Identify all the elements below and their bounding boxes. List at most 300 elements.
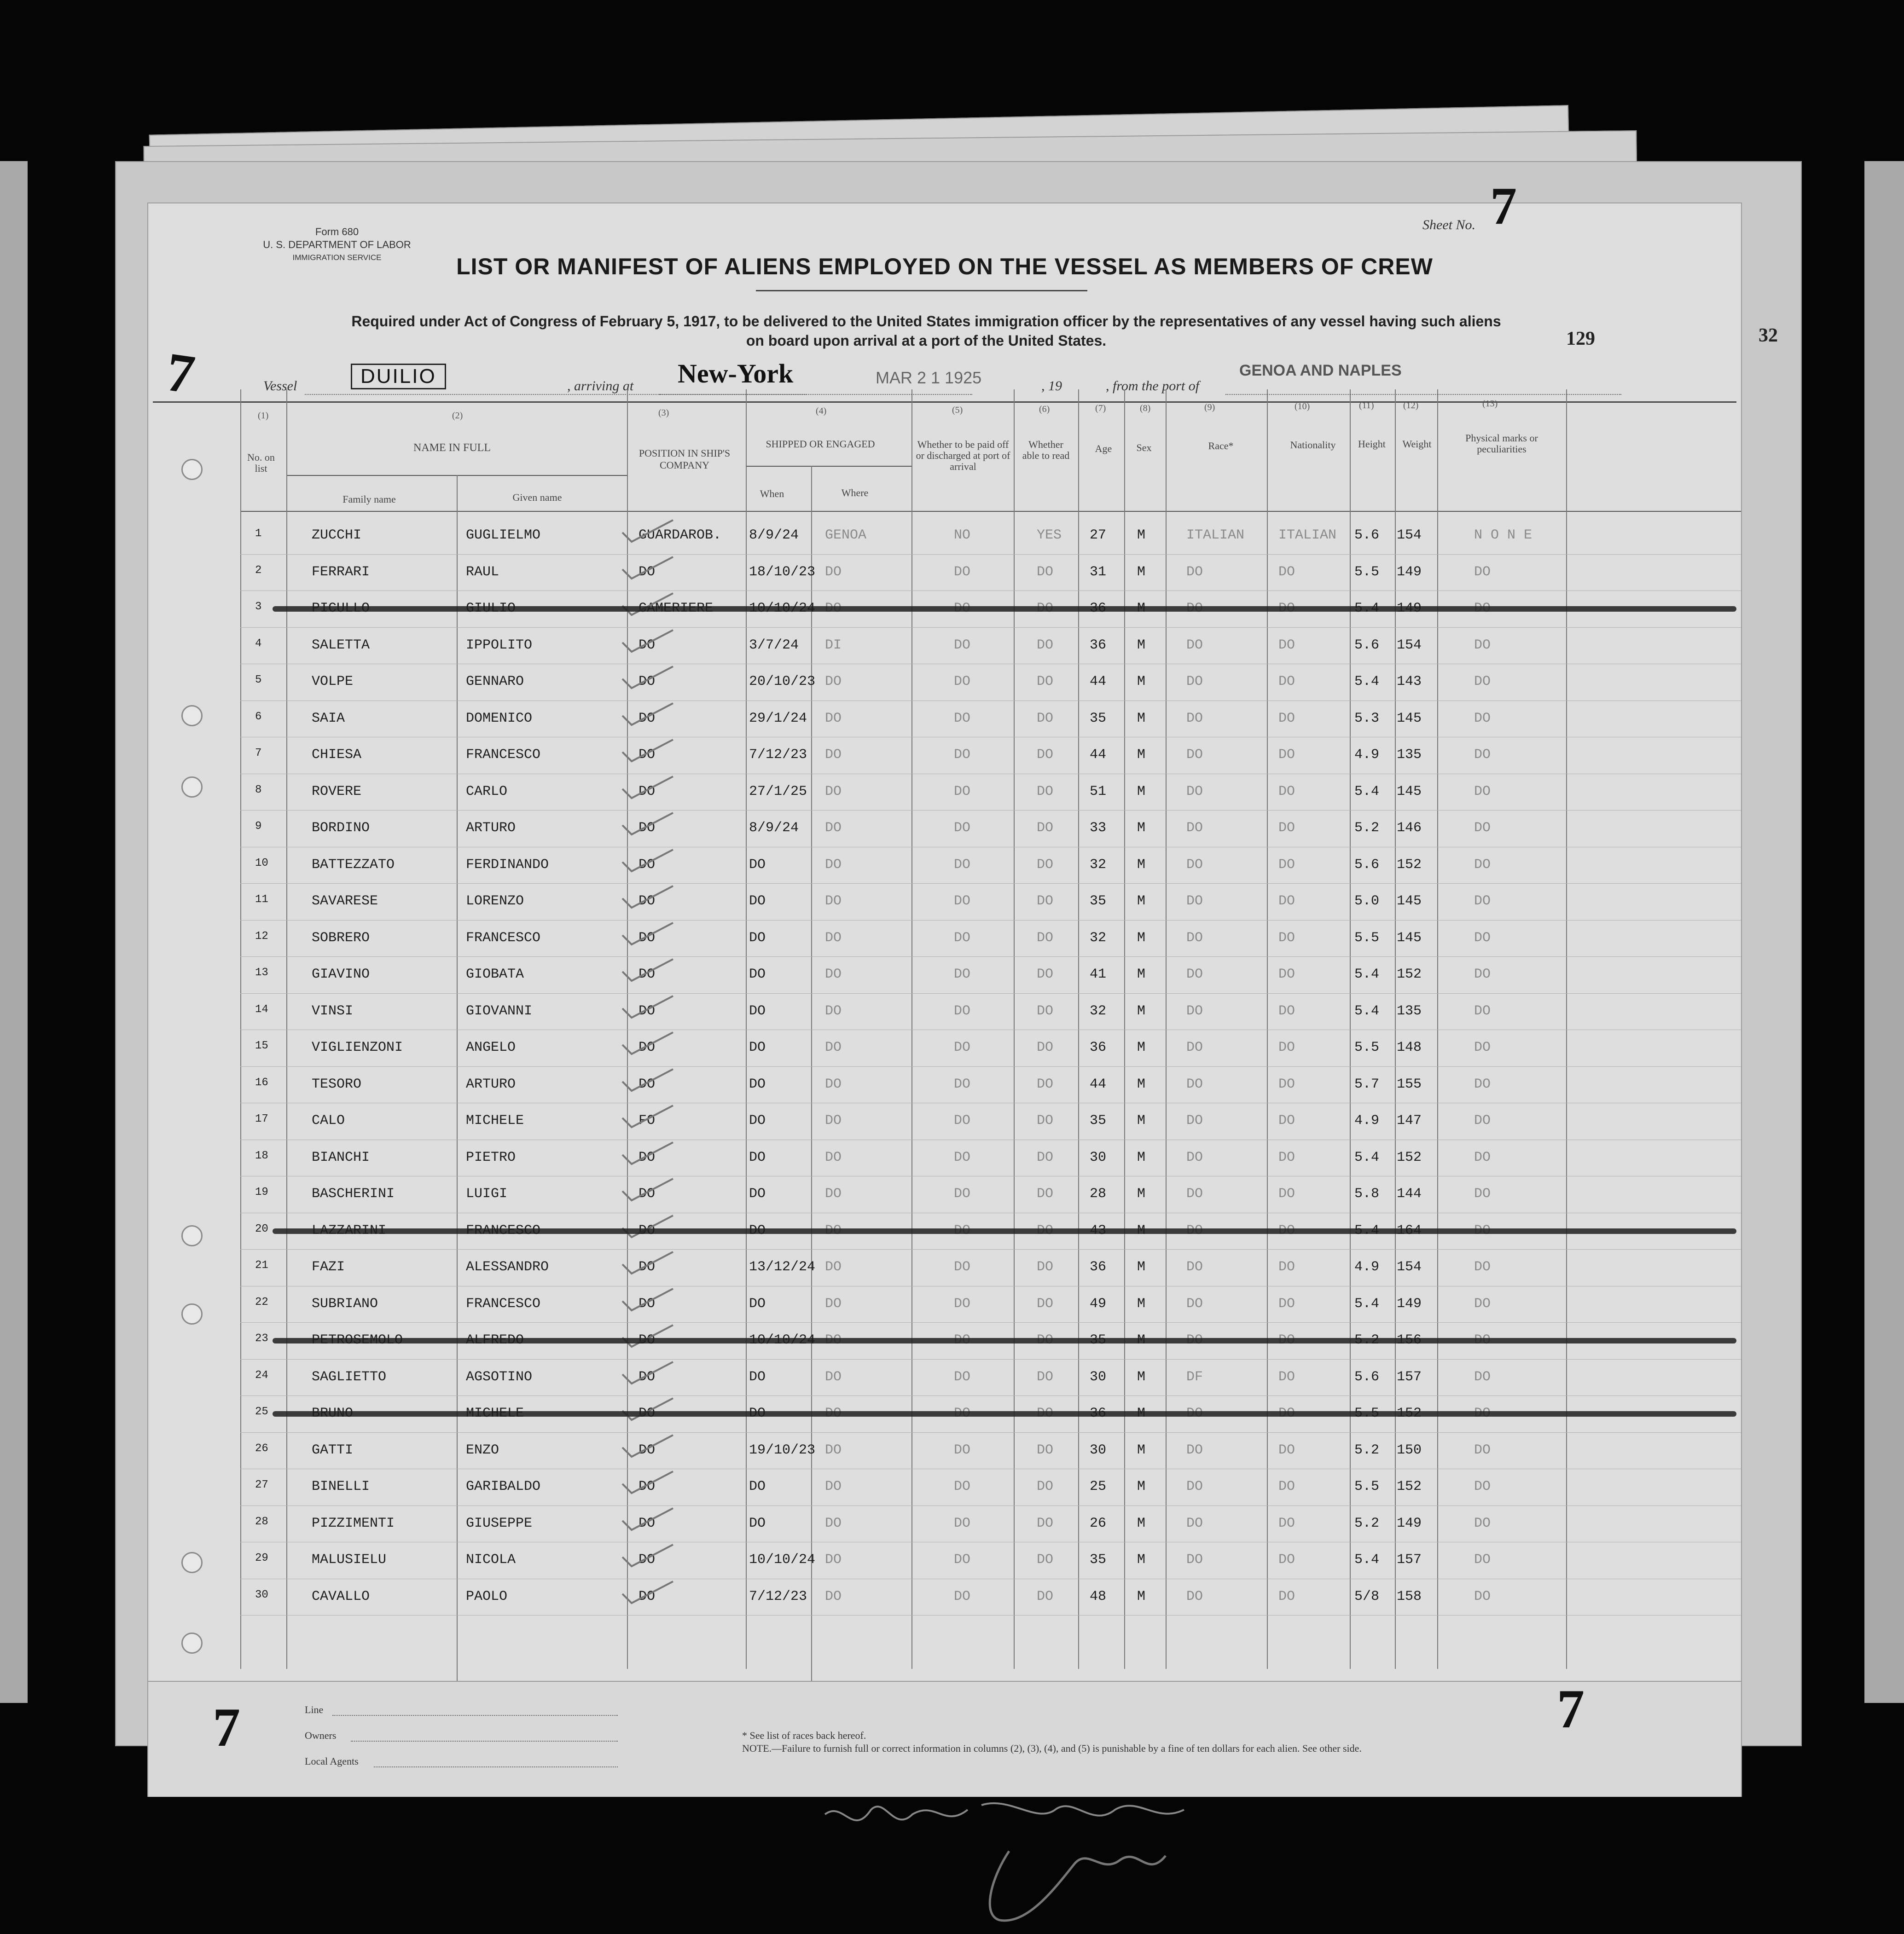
cell-sex: M	[1137, 637, 1146, 653]
cell-nat: DO	[1278, 857, 1295, 873]
cell-family: VOLPE	[312, 674, 354, 689]
races-note: * See list of races back hereof.	[742, 1730, 866, 1741]
cell-sex: M	[1137, 1479, 1146, 1494]
column-divider	[1437, 389, 1438, 1669]
cell-marks: DO	[1474, 930, 1491, 946]
cell-n: 12	[255, 930, 268, 943]
cell-weight: 145	[1397, 930, 1422, 946]
cell-paid: DO	[954, 1186, 971, 1202]
cell-age: 30	[1090, 1149, 1107, 1165]
cell-when: 20/10/23	[749, 674, 816, 689]
cell-pos: DO	[639, 930, 656, 946]
cell-n: 25	[255, 1406, 268, 1418]
cell-race: DO	[1186, 930, 1203, 946]
cell-marks: DO	[1474, 783, 1491, 799]
column-divider	[1395, 389, 1396, 1669]
cell-where: DO	[825, 1186, 842, 1202]
check-mark-icon	[618, 1431, 678, 1459]
cell-when: DO	[749, 1296, 766, 1312]
cell-weight: 144	[1397, 1186, 1422, 1202]
cell-age: 35	[1090, 1552, 1107, 1568]
header-top-rule	[153, 401, 1736, 403]
check-mark-icon	[618, 919, 678, 947]
cell-given: MICHELE	[466, 1113, 524, 1129]
cell-paid: DO	[954, 820, 971, 836]
cell-when: DO	[749, 1369, 766, 1385]
penalty-note: NOTE.—Failure to furnish full or correct information in columns (2), (3), (4), and (5) is punishable by a fine of ten dollars for each alien. See other side.	[742, 1743, 1362, 1754]
cell-sex: M	[1137, 674, 1146, 689]
from-port: GENOA AND NAPLES	[1239, 362, 1402, 379]
adjacent-page-left	[0, 161, 28, 1703]
cell-nat: DO	[1278, 1259, 1295, 1275]
cell-race: DO	[1186, 1296, 1203, 1312]
cell-family: FAZI	[312, 1259, 345, 1275]
check-mark-icon	[618, 1505, 678, 1532]
cell-marks: DO	[1474, 820, 1491, 836]
cell-race: DO	[1186, 747, 1203, 763]
cell-family: BINELLI	[312, 1479, 370, 1494]
cell-sex: M	[1137, 1149, 1146, 1165]
cell-weight: 145	[1397, 710, 1422, 726]
cell-where: DO	[825, 930, 842, 946]
cell-race: DO	[1186, 967, 1203, 982]
cell-sex: M	[1137, 1186, 1146, 1202]
cell-height: 5.8	[1354, 1186, 1380, 1202]
col-num-11: (11)	[1359, 400, 1374, 411]
cell-when: 7/12/23	[749, 1588, 807, 1604]
footer-area	[148, 1678, 1741, 1797]
cell-given: GIUSEPPE	[466, 1515, 533, 1531]
cell-pos: DO	[639, 1442, 656, 1458]
cell-family: BORDINO	[312, 820, 370, 836]
arrival-date-stamp: MAR 2 1 1925	[876, 368, 982, 387]
header-bottom-rule	[240, 511, 1741, 512]
cell-nat: DO	[1278, 930, 1295, 946]
cell-family: CHIESA	[312, 747, 362, 763]
check-mark-icon	[618, 1248, 678, 1276]
cell-nat: DO	[1278, 783, 1295, 799]
shipped-subrule	[746, 466, 911, 467]
row-rule	[240, 1395, 1741, 1396]
cell-height: 5.5	[1354, 1040, 1380, 1055]
row-rule	[240, 956, 1741, 957]
cell-race: DO	[1186, 1003, 1203, 1019]
cell-read: DO	[1037, 1515, 1054, 1531]
cell-family: VIGLIENZONI	[312, 1040, 403, 1055]
cell-where: DO	[825, 1515, 842, 1531]
cell-sex: M	[1137, 564, 1146, 580]
header-name-in-full: NAME IN FULL	[413, 442, 491, 454]
cell-where: DO	[825, 710, 842, 726]
cell-given: ENZO	[466, 1442, 499, 1458]
header-given-name: Given name	[512, 492, 562, 503]
cell-when: 8/9/24	[749, 527, 799, 543]
dotted-line	[1225, 394, 1621, 395]
cell-paid: DO	[954, 1296, 971, 1312]
cell-n: 16	[255, 1076, 268, 1089]
cell-weight: 135	[1397, 1003, 1422, 1019]
arrival-port: New-York	[678, 359, 794, 388]
cell-n: 4	[255, 637, 262, 650]
cell-race: DO	[1186, 710, 1203, 726]
cell-race: DO	[1186, 1076, 1203, 1092]
cell-paid: DO	[954, 674, 971, 689]
cell-n: 17	[255, 1113, 268, 1125]
check-mark-icon	[618, 1029, 678, 1056]
cell-race: DO	[1186, 1442, 1203, 1458]
column-divider	[1124, 389, 1125, 1669]
punch-hole	[181, 459, 203, 480]
punch-hole	[181, 1225, 203, 1246]
cell-age: 30	[1090, 1442, 1107, 1458]
cell-marks: DO	[1474, 747, 1491, 763]
cell-pos: DO	[639, 1552, 656, 1568]
cell-weight: 152	[1397, 967, 1422, 982]
col-num-2: (2)	[452, 411, 463, 421]
cell-age: 25	[1090, 1479, 1107, 1494]
cell-paid: DO	[954, 747, 971, 763]
local-agents-label: Local Agents	[305, 1755, 359, 1767]
cell-read: DO	[1037, 747, 1054, 763]
header-position: POSITION IN SHIP'S COMPANY	[639, 447, 731, 471]
cell-age: 49	[1090, 1296, 1107, 1312]
dotted-line	[351, 1741, 618, 1742]
dotted-line	[659, 394, 972, 395]
cell-weight: 157	[1397, 1552, 1422, 1568]
cell-height: 4.9	[1354, 1259, 1380, 1275]
cell-age: 44	[1090, 674, 1107, 689]
cell-given: ARTURO	[466, 820, 516, 836]
cell-height: 5.5	[1354, 564, 1380, 580]
cell-height: 5.4	[1354, 783, 1380, 799]
corner-mark-right: 7	[1557, 1678, 1585, 1739]
cell-marks: DO	[1474, 1552, 1491, 1568]
check-mark-icon	[618, 809, 678, 837]
requirement-line-2: on board upon arrival at a port of the United States.	[746, 332, 1107, 349]
cell-age: 35	[1090, 1113, 1107, 1129]
cell-paid: DO	[954, 967, 971, 982]
row-rule	[240, 1432, 1741, 1433]
cell-n: 19	[255, 1186, 268, 1199]
cell-family: SUBRIANO	[312, 1296, 378, 1312]
cell-race: DO	[1186, 783, 1203, 799]
cell-weight: 145	[1397, 893, 1422, 909]
cell-n: 24	[255, 1369, 268, 1382]
cell-given: CARLO	[466, 783, 508, 799]
stamp-number: 129	[1566, 328, 1595, 349]
cell-sex: M	[1137, 1515, 1146, 1531]
header-weight: Weight	[1402, 438, 1432, 450]
cell-given: FERDINANDO	[466, 857, 549, 873]
corner-mark-left: 7	[213, 1697, 240, 1758]
header-able-to-read: Whether able to read	[1022, 439, 1070, 461]
cell-when: DO	[749, 1479, 766, 1494]
cell-given: GUGLIELMO	[466, 527, 541, 543]
cell-marks: DO	[1474, 1259, 1491, 1275]
row-rule	[240, 1249, 1741, 1250]
cell-where: DO	[825, 820, 842, 836]
col-num-5: (5)	[952, 405, 963, 415]
cell-n: 30	[255, 1588, 268, 1601]
cell-where: DO	[825, 1113, 842, 1129]
cell-when: 13/12/24	[749, 1259, 816, 1275]
dotted-line	[374, 1766, 618, 1767]
cell-nat: ITALIAN	[1278, 527, 1337, 543]
cell-family: BATTEZZATO	[312, 857, 395, 873]
cell-weight: 149	[1397, 564, 1422, 580]
cell-read: DO	[1037, 564, 1054, 580]
cell-pos: DO	[639, 674, 656, 689]
cell-marks: DO	[1474, 1113, 1491, 1129]
cell-sex: M	[1137, 1259, 1146, 1275]
manifest-page	[147, 177, 1742, 1797]
cell-nat: DO	[1278, 1186, 1295, 1202]
cell-sex: M	[1137, 1369, 1146, 1385]
cell-pos: GUARDAROB.	[639, 527, 722, 543]
cell-weight: 147	[1397, 1113, 1422, 1129]
cell-age: 32	[1090, 857, 1107, 873]
cell-pos: DO	[639, 783, 656, 799]
cell-marks: DO	[1474, 1442, 1491, 1458]
cell-height: 5.5	[1354, 1479, 1380, 1494]
cell-where: DO	[825, 967, 842, 982]
cell-where: DO	[825, 893, 842, 909]
col-num-8: (8)	[1140, 403, 1151, 413]
cell-given: DOMENICO	[466, 710, 533, 726]
check-mark-icon	[618, 882, 678, 910]
cell-race: DO	[1186, 564, 1203, 580]
cell-n: 1	[255, 527, 262, 540]
cell-read: DO	[1037, 783, 1054, 799]
cell-paid: DO	[954, 1040, 971, 1055]
cell-paid: DO	[954, 1552, 971, 1568]
cell-paid: DO	[954, 930, 971, 946]
cell-marks: DO	[1474, 893, 1491, 909]
line-label: Line	[305, 1704, 324, 1715]
cell-pos: DO	[639, 1369, 656, 1385]
check-mark-icon	[618, 1321, 678, 1349]
cell-age: 35	[1090, 710, 1107, 726]
cell-race: DF	[1186, 1369, 1203, 1385]
cell-when: DO	[749, 967, 766, 982]
cell-sex: M	[1137, 1296, 1146, 1312]
cell-n: 5	[255, 674, 262, 686]
check-mark-icon	[618, 992, 678, 1020]
strikethrough-line	[273, 606, 1736, 612]
cell-marks: DO	[1474, 967, 1491, 982]
department-name: U. S. DEPARTMENT OF LABOR	[263, 239, 411, 250]
strikethrough-line	[273, 1228, 1736, 1234]
check-mark-icon	[618, 1212, 678, 1239]
cell-pos: DO	[639, 1588, 656, 1604]
header-physical-marks: Physical marks or peculiarities	[1465, 432, 1538, 455]
cell-nat: DO	[1278, 967, 1295, 982]
cell-sex: M	[1137, 1003, 1146, 1019]
cell-sex: M	[1137, 857, 1146, 873]
col-num-4: (4)	[816, 406, 827, 416]
cell-paid: DO	[954, 1479, 971, 1494]
cell-sex: M	[1137, 893, 1146, 909]
cell-weight: 155	[1397, 1076, 1422, 1092]
cell-when: 3/7/24	[749, 637, 799, 653]
cell-where: GENOA	[825, 527, 867, 543]
header-sex: Sex	[1136, 442, 1152, 453]
punch-hole	[181, 1552, 203, 1573]
cell-nat: DO	[1278, 1515, 1295, 1531]
cell-read: DO	[1037, 1040, 1054, 1055]
cell-age: 48	[1090, 1588, 1107, 1604]
cell-given: ALESSANDRO	[466, 1259, 549, 1275]
cell-n: 13	[255, 967, 268, 979]
header-paid-off: Whether to be paid off or discharged at port of arrival	[916, 439, 1010, 472]
cell-n: 21	[255, 1259, 268, 1272]
cell-paid: NO	[954, 527, 971, 543]
cell-weight: 143	[1397, 674, 1422, 689]
column-divider	[286, 389, 287, 1669]
cell-family: BIANCHI	[312, 1149, 370, 1165]
sheet-label: Sheet No.	[1422, 217, 1475, 232]
cell-paid: DO	[954, 564, 971, 580]
cell-family: MALUSIELU	[312, 1552, 387, 1568]
year-label: , 19	[1041, 378, 1062, 394]
check-mark-icon	[618, 590, 678, 617]
cell-n: 29	[255, 1552, 268, 1564]
col-num-9: (9)	[1204, 402, 1215, 412]
cell-family: SALETTA	[312, 637, 370, 653]
cell-nat: DO	[1278, 1040, 1295, 1055]
page-title: LIST OR MANIFEST OF ALIENS EMPLOYED ON THE VESSEL AS MEMBERS OF CREW	[456, 254, 1433, 279]
cell-paid: DO	[954, 1515, 971, 1531]
cell-age: 33	[1090, 820, 1107, 836]
punch-hole	[181, 1633, 203, 1654]
cell-where: DO	[825, 1040, 842, 1055]
margin-mark: 7	[163, 341, 199, 405]
cell-height: 5.6	[1354, 1369, 1380, 1385]
cell-read: DO	[1037, 820, 1054, 836]
cell-race: DO	[1186, 674, 1203, 689]
cell-race: DO	[1186, 1259, 1203, 1275]
cell-race: DO	[1186, 857, 1203, 873]
punch-hole	[181, 776, 203, 798]
cell-pos: DO	[639, 967, 656, 982]
cell-n: 20	[255, 1222, 268, 1235]
cell-when: DO	[749, 1515, 766, 1531]
cell-age: 32	[1090, 930, 1107, 946]
cell-read: DO	[1037, 1259, 1054, 1275]
cell-marks: DO	[1474, 1149, 1491, 1165]
cell-when: DO	[749, 1076, 766, 1092]
cell-sex: M	[1137, 930, 1146, 946]
cell-family: TESORO	[312, 1076, 362, 1092]
cell-weight: 154	[1397, 527, 1422, 543]
cell-given: NICOLA	[466, 1552, 516, 1568]
column-divider	[1014, 389, 1015, 1669]
cell-height: 5.2	[1354, 1515, 1380, 1531]
cell-height: 5.6	[1354, 857, 1380, 873]
cell-paid: DO	[954, 1113, 971, 1129]
cell-where: DI	[825, 637, 842, 653]
cell-height: 5.6	[1354, 527, 1380, 543]
cell-marks: DO	[1474, 1479, 1491, 1494]
cell-read: DO	[1037, 857, 1054, 873]
cell-nat: DO	[1278, 1296, 1295, 1312]
cell-marks: DO	[1474, 1296, 1491, 1312]
cell-n: 27	[255, 1479, 268, 1491]
cell-where: DO	[825, 1149, 842, 1165]
cell-n: 11	[255, 893, 268, 906]
cell-age: 36	[1090, 1259, 1107, 1275]
cell-read: DO	[1037, 967, 1054, 982]
cell-read: DO	[1037, 1588, 1054, 1604]
cell-pos: FO	[639, 1113, 656, 1129]
cell-height: 5.4	[1354, 1003, 1380, 1019]
cell-weight: 157	[1397, 1369, 1422, 1385]
cell-age: 26	[1090, 1515, 1107, 1531]
cell-age: 31	[1090, 564, 1107, 580]
cell-paid: DO	[954, 637, 971, 653]
cell-when: 10/10/24	[749, 1552, 816, 1568]
cell-nat: DO	[1278, 674, 1295, 689]
cell-given: FRANCESCO	[466, 930, 541, 946]
sheet-number: 7	[1490, 177, 1517, 236]
cell-paid: DO	[954, 710, 971, 726]
cell-age: 51	[1090, 783, 1107, 799]
cell-n: 28	[255, 1515, 268, 1528]
cell-height: 5/8	[1354, 1588, 1380, 1604]
cell-where: DO	[825, 674, 842, 689]
cell-marks: DO	[1474, 1040, 1491, 1055]
cell-age: 28	[1090, 1186, 1107, 1202]
cell-read: DO	[1037, 1149, 1054, 1165]
cell-sex: M	[1137, 1442, 1146, 1458]
col-num-13: (13)	[1482, 399, 1498, 409]
row-rule	[240, 1066, 1741, 1067]
cell-sex: M	[1137, 1552, 1146, 1568]
cell-race: DO	[1186, 1186, 1203, 1202]
cell-read: DO	[1037, 1296, 1054, 1312]
cell-when: DO	[749, 930, 766, 946]
cell-height: 5.4	[1354, 1149, 1380, 1165]
column-divider	[1350, 389, 1351, 1669]
cell-read: DO	[1037, 710, 1054, 726]
cell-n: 23	[255, 1332, 268, 1345]
cell-weight: 158	[1397, 1588, 1422, 1604]
header-age: Age	[1095, 443, 1112, 454]
cell-marks: DO	[1474, 674, 1491, 689]
check-mark-icon	[618, 773, 678, 800]
cell-race: DO	[1186, 1040, 1203, 1055]
cell-marks: DO	[1474, 1369, 1491, 1385]
cell-weight: 154	[1397, 637, 1422, 653]
header-no-on-list: No. on list	[247, 452, 275, 474]
cell-when: DO	[749, 1003, 766, 1019]
punch-hole	[181, 1303, 203, 1325]
row-rule	[240, 993, 1741, 994]
cell-height: 5.2	[1354, 1442, 1380, 1458]
cell-marks: DO	[1474, 564, 1491, 580]
cell-nat: DO	[1278, 637, 1295, 653]
cell-pos: DO	[639, 893, 656, 909]
cell-age: 36	[1090, 637, 1107, 653]
cell-sex: M	[1137, 1040, 1146, 1055]
cell-pos: DO	[639, 1003, 656, 1019]
cell-when: DO	[749, 893, 766, 909]
cell-nat: DO	[1278, 564, 1295, 580]
check-mark-icon	[618, 1578, 678, 1605]
cell-n: 22	[255, 1296, 268, 1309]
cell-family: ROVERE	[312, 783, 362, 799]
cell-sex: M	[1137, 1076, 1146, 1092]
